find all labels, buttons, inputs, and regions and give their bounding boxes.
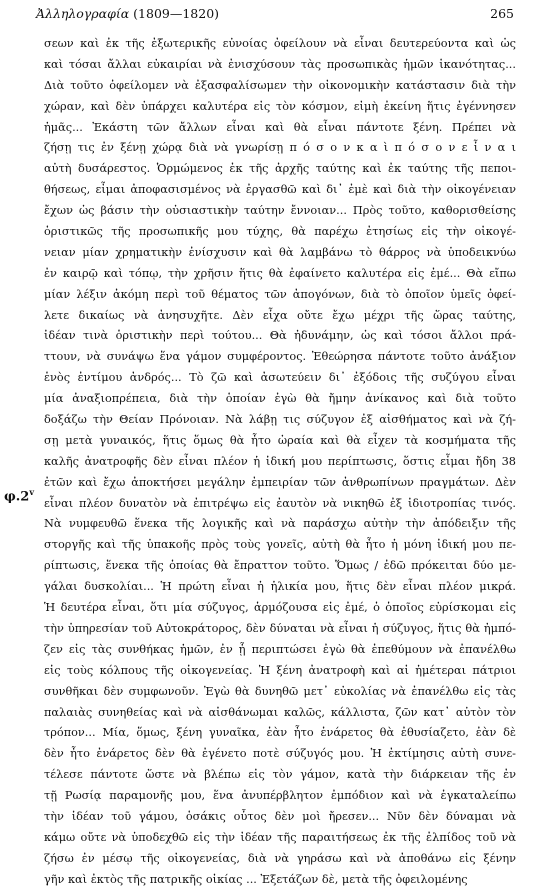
text-line: καλῆς ἀνατροφῆς δὲν εἶναι πλέον ἡ ἰδική μου περίπτωσις, ὅστις εἶμαι ἤδη 38 xyxy=(44,454,516,468)
header-title xyxy=(36,6,219,21)
text-line: συνθῆκαι δὲν συμφωνοῦν. Ἐγὼ θὰ δυνηθῶ μετ᾽ εὐκολίας νὰ ἐπανέλθω εἰς τὰς xyxy=(44,684,516,698)
text-line: σῃ μετὰ γυναικός, ἥτις ὅμως θὰ ἦτο ὡραία καὶ θὰ εἶχεν τὰ κοσμήματα τῆς xyxy=(44,433,516,447)
text-line: γάλαι δυσκολίαι... Ἡ πρώτη εἶναι ἡ ἡλικία μου, ἥτις δὲν εἶναι πλέον μικρά. xyxy=(44,580,516,594)
text-line: γῆν καὶ ἐκτὸς τῆς πατρικῆς οἰκίας ... Ἐξετάζων δὲ, μετὰ τῆς ὀφειλομένης xyxy=(44,872,468,886)
text-line: ἡμᾶς... Ἐκάστη τῶν ἄλλων εἶναι καὶ θὰ εἶναι πάντοτε ξένη. Πρέπει νὰ xyxy=(44,120,516,134)
text-line: αὐτὴ δυσάρεστος. Ὁρμώμενος ἐκ τῆς ἀρχῆς ταύτης καὶ ἐκ ταύτης τῆς πεποι- xyxy=(44,162,516,176)
text-line: Ἡ δευτέρα εἶναι, ὅτι μία σύζυγος, ἁρμόζουσα εἰς ἐμέ, ὁ ὁποῖος εὑρίσκομαι εἰς xyxy=(44,601,516,615)
page-number: 265 xyxy=(490,6,514,21)
text-line: Διὰ τοῦτο ὀφείλομεν νὰ ἐξασφαλίσωμεν τὴν οἰκονομικὴν κατάστασιν διὰ τὴν xyxy=(44,78,516,92)
header-title-text: Ἀλληλογραφία xyxy=(36,6,130,21)
header-years: (1809—1820) xyxy=(133,6,220,21)
body-text xyxy=(44,34,516,891)
text-line: σεων καὶ ἐκ τῆς ἐξωτερικῆς εὐνοίας ὀφείλουν νὰ εἶναι δευτερεύοντα καὶ ὡς xyxy=(44,37,516,50)
text-line: λετε δικαίως νὰ ἀνησυχῆτε. Δὲν εἶχα οὔτε ἔχω μέχρι τῆς ὥρας ταύτης, xyxy=(44,308,516,322)
text-line: τὴν ὑπηρεσίαν τοῦ Αὐτοκράτορος, δὲν δύναται νὰ εἶναι ἡ σύζυγος, ἥτις θὰ ἠμπό- xyxy=(44,621,516,635)
text-line: τὴν ἰδέαν τοῦ γάμου, ὁσάκις οὗτος δὲν μοὶ ἤρεσεν... Νῦν δὲν δύναμαι νὰ xyxy=(44,809,516,823)
text-line: Νὰ νυμφευθῶ ἕνεκα τῆς λογικῆς καὶ νὰ παράσχω αὐτὴν τὴν ἀπόδειξιν τῆς xyxy=(44,517,516,531)
text-line: δοξάζω τὴν Θείαν Πρόνοιαν. Νὰ λάβῃ τις σύζυγον ἐξ αἰσθήματος καὶ νὰ ζή- xyxy=(44,413,516,427)
text-line: ὁριστικῶς τῆς προσωπικῆς μου τύχης, θὰ παρέχω ἐτησίως εἰς τὴν οἰκογέ- xyxy=(44,225,516,239)
text-line: νειαν μίαν χρηματικὴν ἐνίσχυσιν καὶ θὰ λαμβάνω τὸ θάρρος νὰ ὑποδεικνύω xyxy=(44,245,516,259)
text-line: θήσεως, εἶμαι ἀποφασισμένος νὰ ἐργασθῶ καὶ δι᾽ ἐμὲ καὶ διὰ τὴν οἰκογένειαν xyxy=(44,183,516,197)
text-line: ττουν, νὰ συνάψω ἕνα γάμον συμφέροντος. Ἐθεώρησα πάντοτε τοῦτο ἀνάξιον xyxy=(44,350,516,364)
text-line: μία ἀναξιοπρέπεια, διὰ τὴν ὁποίαν ἐγὼ θὰ ἤμην ἀνίκανος καὶ διὰ τοῦτο xyxy=(44,392,516,406)
text-line: μίαν λέξιν ἀκόμη περὶ τοῦ θέματος τῶν ἀπογόνων, διὰ τὸ ὁποῖον ὑμεῖς ὀφεί- xyxy=(44,287,516,301)
text-line: ἔχων ὡς βάσιν τὴν οὐσιαστικὴν ταύτην ἔννοιαν... Πρὸς τοῦτο, καθορισθείσης xyxy=(44,204,516,218)
text-line: ἐν καιρῷ καὶ τόπῳ, τὴν χρῆσιν ἥτις θὰ ἐφαίνετο καλυτέρα εἰς ἐμέ... Θὰ εἴπω xyxy=(44,266,516,280)
text-line: ἰδέαν τινὰ ὁριστικὴν περὶ τούτου... Θὰ ἠδυνάμην, ὡς καὶ τόσοι ἄλλοι πρά- xyxy=(44,329,516,343)
text-line: τέλεσε πάντοτε ὥστε νὰ βλέπω εἰς τὸν γάμον, κατὰ τὴν διάρκειαν τῆς ἐν xyxy=(44,768,516,782)
margin-folio-note xyxy=(4,487,34,504)
text-line: ζήσω ἐν μέσῳ τῆς οἰκογενείας, διὰ νὰ γηράσω καὶ νὰ ἀποθάνω εἰς ξένην xyxy=(44,851,516,865)
text-line: ρίπτωσις, ἕνεκα τῆς ὁποίας θὰ ἔπραττον τοῦτο. Ὅμως / ἐδῶ πρόκειται δύο με- xyxy=(44,559,516,573)
text-line: ἑνὸς ἐντίμου ἀνδρός... Τὸ ζῶ καὶ ἀσωτεύειν δι᾽ ἐξόδοις τῆς συζύγου εἶναι xyxy=(44,371,516,385)
margin-folio-label: φ.2 xyxy=(4,489,30,505)
text-line: εἶναι πλέον δυνατὸν νὰ ἐπιτρέψω εἰς ἐαυτὸν νὰ νικηθῶ ἐξ ἰδιοτροπίας τινός. xyxy=(44,496,516,510)
text-line: ζεν εἰς τὰς συνθήκας ἡμῶν, ἐν ᾗ περιπτώσει ἐγὼ θὰ ἐπεθύμουν νὰ ἐπανέλθω xyxy=(44,642,516,656)
text-line: παλαιὰς συνηθείας καὶ νὰ αἰσθάνωμαι καλῶς, κάλλιστα, ζῶν κατ᾽ αὐτὸν τὸν xyxy=(44,705,516,719)
running-header xyxy=(36,6,514,26)
text-line: κάμω οὔτε νὰ ὑποδεχθῶ εἰς τὴν ἰδέαν τῆς παραιτήσεως ἐκ τῆς ἐλπίδος τοῦ νὰ xyxy=(44,830,516,844)
text-line: δὲν ἦτο ἐνάρετος δὲν θὰ ἐγένετο ποτὲ σύζυγός μου. Ἡ ἐκτίμησις αὐτὴ συνε- xyxy=(44,747,516,761)
text-line: τῇ Ρωσίᾳ παραμονῆς μου, ἕνα ἀνυπέρβλητον ἐμπόδιον καὶ νὰ ἐγκαταλείπω xyxy=(44,789,516,803)
text-line: ἐτῶν καὶ ἔχω ἀποκτήσει μεγάλην ἐμπειρίαν τῶν ἀνθρωπίνων πραγμάτων. Δὲν xyxy=(44,475,516,489)
text-line: καὶ τόσαι ἄλλαι εὐκαιρίαι νὰ ἐνισχύσουν τὰς προσωπικὰς ἡμῶν ἱκανότητας... xyxy=(44,57,516,71)
text-line: ζήσῃ τις ἐν ξένῃ χώρᾳ διὰ νὰ γνωρίσῃ π ό σ ο ν κ α ὶ π ό σ ο ν ε ἶ ν α ι xyxy=(44,141,516,155)
text-line: στοργῆς καὶ τῆς ὑπακοῆς πρὸς τοὺς γονεῖς, αὐτὴ θὰ ἦτο ἡ μόνη ἰδική μου πε- xyxy=(44,538,516,552)
text-line: χώραν, καὶ δὲν ὑπάρχει καλυτέρα εἰς τὸν κόσμον, εἰμὴ ἐκείνη ἥτις ἐγέννησεν xyxy=(44,99,516,113)
text-line: εἰς τοὺς κόλπους τῆς οἰκογενείας. Ἡ ξένη ἀνατροφὴ καὶ αἱ ἡμέτεραι πάτριοι xyxy=(44,663,516,677)
margin-folio-sup: v xyxy=(29,487,34,497)
text-line: τρόπον... Μία, ὅμως, ξένη γυναῖκα, ἐὰν ἦτο ἐνάρετος θὰ ἐθυσίαζετο, ἐὰν δὲ xyxy=(44,726,516,740)
